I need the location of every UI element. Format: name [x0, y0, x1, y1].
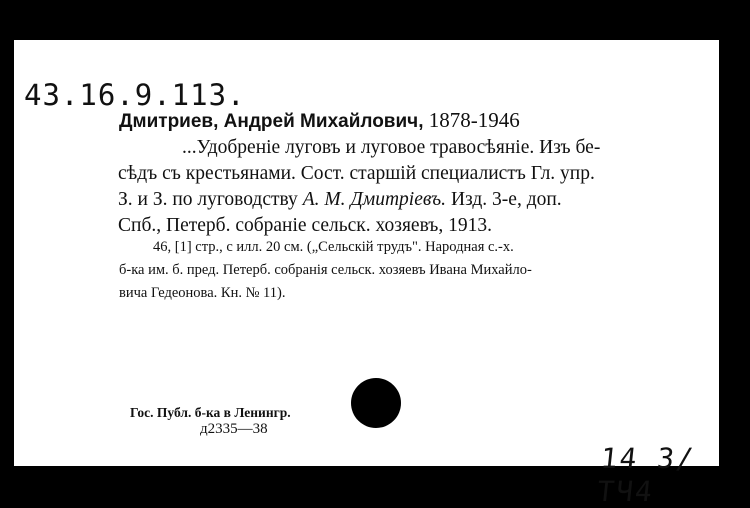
collation-note: [119, 236, 694, 305]
punch-hole: [351, 378, 401, 428]
card-number: д2335—38: [200, 421, 268, 437]
library-name: Гос. Публ. б-ка в Ленингр.: [130, 405, 291, 420]
edition-statement: Изд. 3-е, доп.: [450, 189, 562, 210]
title-line-2: сѣдъ съ крестьянами. Сост. старшій специалистъ Гл. упр.: [118, 163, 595, 184]
author-dates: 1878-1946: [428, 108, 520, 132]
library-imprint: [130, 404, 291, 438]
title-line-3: [118, 187, 698, 213]
shelfmark: 43.16.9.113.: [24, 78, 246, 112]
imprint-line: Спб., Петерб. собраніе сельск. хозяевъ, 1913.: [118, 215, 493, 236]
title-line-3-start: З. и З. по луговодству: [118, 189, 298, 210]
title-description: [118, 135, 698, 239]
collation-line-1: 46, [1] стр., с илл. 20 см. („Сельскій трудъ". Народная с.-х.: [153, 239, 514, 255]
author-heading: [119, 108, 520, 133]
title-line-1: ...Удобреніе луговъ и луговое травосѣяніе. Изъ бе-: [182, 137, 601, 158]
collation-line-3: вича Гедеонова. Кн. № 11).: [119, 285, 286, 301]
collation-line-2: б-ка им. б. пред. Петерб. собранія сельск. хозяевъ Ивана Михайло-: [119, 262, 532, 278]
author-name: Дмитриев, Андрей Михайлович,: [119, 111, 424, 132]
handwritten-code: 14 3/ТЧ4: [595, 442, 697, 508]
compiler-name: А. М. Дмитріевъ.: [302, 189, 447, 210]
card-edge-shadow: [719, 52, 729, 452]
